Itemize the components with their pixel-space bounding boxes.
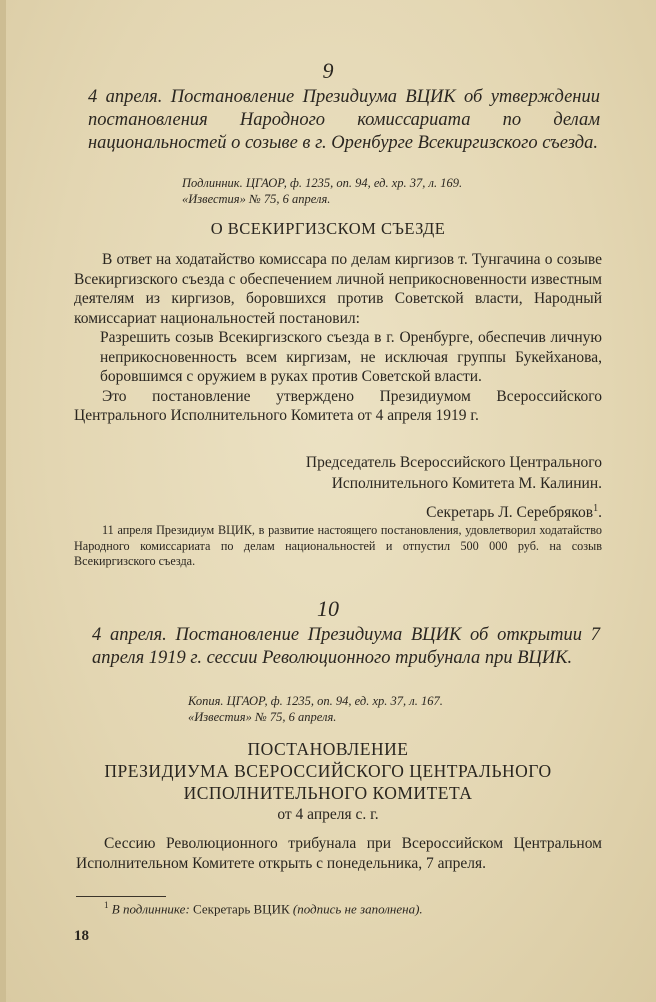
doc10-source-line1: Копия. ЦГАОР, ф. 1235, оп. 94, ед. хр. 37, л. 167. <box>188 694 443 708</box>
doc9-note <box>74 523 602 570</box>
doc9-sign-line3: Секретарь Л. Серебряков <box>426 504 594 522</box>
doc9-para3: Это постановление утверждено Президиумом Всероссийского Центрального Исполнительного Комитета от 4 апреля 1919 г. <box>74 387 602 424</box>
page-edge <box>0 0 6 1002</box>
doc9-number: 9 <box>322 58 334 83</box>
doc10-title-line2: ПРЕЗИДИУМА ВСЕРОССИЙСКОГО ЦЕНТРАЛЬНОГО <box>104 761 552 781</box>
footnote <box>104 900 604 917</box>
doc9-body <box>74 250 602 426</box>
footnote-normal: Секретарь ВЦИК <box>193 901 290 917</box>
doc9-source-line2: «Известия» № 75, 6 апреля. <box>182 192 331 206</box>
footnote-mark: 1 <box>104 900 109 910</box>
footnote-rule <box>76 896 166 897</box>
doc9-source <box>182 175 602 207</box>
doc10-date: от 4 апреля с. г. <box>277 806 379 823</box>
doc10-source <box>188 693 602 725</box>
doc10-title <box>0 738 656 804</box>
doc10-body <box>76 834 602 873</box>
doc9-signatures <box>150 453 602 523</box>
footnote-italic: В подлиннике: <box>111 901 190 917</box>
doc9-footnote-mark: 1 <box>593 503 599 514</box>
doc9-para1: В ответ на ходатайство комиссара по делам киргизов т. Тунгачина о созыве Всекиргизского съезда с обеспечением личной неприкосновенности известным деятелям из киргизов, боровшихся против Советской власти, Народный комиссариат национальностей постановил: <box>74 251 602 327</box>
doc9-sign-line1: Председатель Всероссийского Центрального <box>305 454 602 471</box>
footnote-italic-end: (подпись не заполнена). <box>292 901 423 917</box>
doc9-sign-line3-wrap: Секретарь Л. Серебряков$^1$. <box>426 503 602 522</box>
doc10-para1: Сессию Революционного трибунала при Всероссийском Центральном Исполнительном Комитете открыть с понедельника, 7 апреля. <box>76 835 602 872</box>
page-number: 18 <box>74 928 89 944</box>
doc10-title-line3: ИСПОЛНИТЕЛЬНОГО КОМИТЕТА <box>183 783 473 803</box>
doc9-sign-line2: Исполнительного Комитета М. Калинин. <box>331 474 602 492</box>
doc9-heading <box>88 86 600 155</box>
doc10-number: 10 <box>317 596 339 621</box>
doc10-source-line2: «Известия» № 75, 6 апреля. <box>188 710 337 724</box>
doc10-heading-text: 4 апреля. Постановление Президиума ВЦИК об открытии 7 апреля 1919 г. сессии Революционного трибунала при ВЦИК. <box>92 625 600 668</box>
doc10-heading <box>92 624 600 670</box>
doc9-note-text: 11 апреля Президиум ВЦИК, в развитие настоящего постановления, удовлетворил ходатайство Народного комиссариата по делам национальностей и отпустил 500 000 руб. на созыв Всекиргизского съезда. <box>74 523 602 568</box>
doc9-title: О ВСЕКИРГИЗСКОМ СЪЕЗДЕ <box>210 219 446 238</box>
doc9-heading-text: 4 апреля. Постановление Президиума ВЦИК об утверждении постановления Народного комиссариата по делам национальностей о созыве в г. Оренбурге Всекиргизского съезда. <box>88 87 600 153</box>
doc9-source-line1: Подлинник. ЦГАОР, ф. 1235, оп. 94, ед. хр. 37, л. 169. <box>182 176 463 190</box>
doc10-title-line1: ПОСТАНОВЛЕНИЕ <box>247 739 409 759</box>
doc9-para2: Разрешить созыв Всекиргизского съезда в г. Оренбурге, обеспечив личную неприкосновенность всем киргизам, не исключая группы Букейханова, боровшимся с оружием в руках против Советской власти. <box>100 329 602 385</box>
